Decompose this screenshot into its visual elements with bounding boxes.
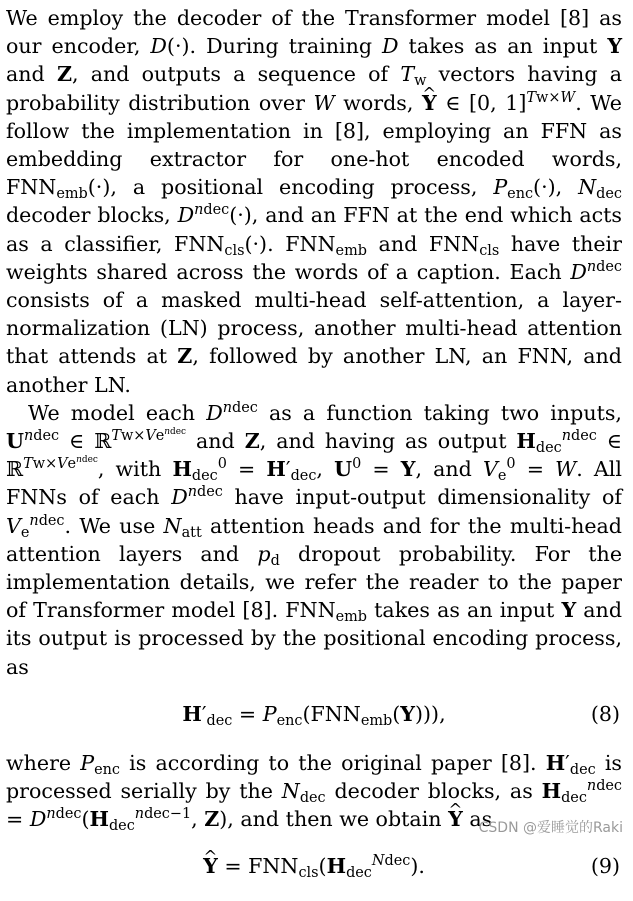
- equation-8-number: (8): [590, 701, 620, 726]
- equation-9-expression: ^ $Y = FNN_{cls}(H_{dec}^{Ndec})$.: [203, 839, 425, 893]
- csdn-watermark: CSDN @爱睡觉的Raki: [478, 820, 623, 836]
- paragraph-2: We model each $D^{ndec}$ as a function taking two inputs, $U^{ndec}$ ∈ ℝ$^{Tw\times Ve^{ndec}}$ and Z, and having as output $H_{dec}^{ndec}$ ∈ ℝ$^{Tw\times Ve^{ndec}}$, with $H_{dec}^0 = H'_{dec}$, $U^0 = Y$, and $V_e^0 = W$. All FNNs of each $D^{ndec}$ have input-output dimensionality of $V_e^{ndec}$. We use $N_{att}$ attention heads and for the multi-head attention layers and $p_d$ dropout probability. For the implementation details, we refer the reader to the paper of Transformer model [8]. $FNN_{emb}$ takes as an input Y and its output is processed by the positional encoding process, as: [6, 399, 623, 679]
- equation-9-number: (9): [590, 854, 620, 879]
- paragraph-1: We employ the decoder of the Transformer model [8] as our encoder, D(·). During training D takes as an input Y and Z, and outputs a sequence of $T_w$ vectors having a probability distribution over W words, ^ Y ∈ [0, 1]$^{Tw\times W}$. We follow the implementation in [8], employing an FFN as embedding extractor for one-hot encoded words, $FNN_{emb}(\cdot)$, a positional encoding process, $P_{enc}(\cdot)$, $N_{dec}$ decoder blocks, $D^{ndec}(\cdot)$, and an FFN at the end which acts as a classifier, $FNN_{cls}(\cdot)$. $FNN_{emb}$ and $FNN_{cls}$ have their weights shared across the words of a caption. Each $D^{ndec}$ consists of a masked multi-head self-attention, a layer-normalization (LN) process, another multi-head attention that attends at Z, followed by another LN, an FNN, and another LN.: [6, 4, 622, 399]
- equation-8-expression: $H'_{dec} = P_{enc}(FNN_{emb}(Y))$),: [182, 701, 446, 729]
- paragraph-3: where $P_{enc}$ is according to the original paper [8]. $H'_{dec}$ is processed serially by the $N_{dec}$ decoder blocks, as $H_{dec}^{ndec} = D^{ndec}(H_{dec}^{ndec-1}$, Z), and then we obtain ^ Y as: [6, 749, 622, 834]
- paper-text-block: [6, 4, 622, 901]
- equation-9: [6, 839, 622, 893]
- equation-8: [6, 687, 622, 741]
